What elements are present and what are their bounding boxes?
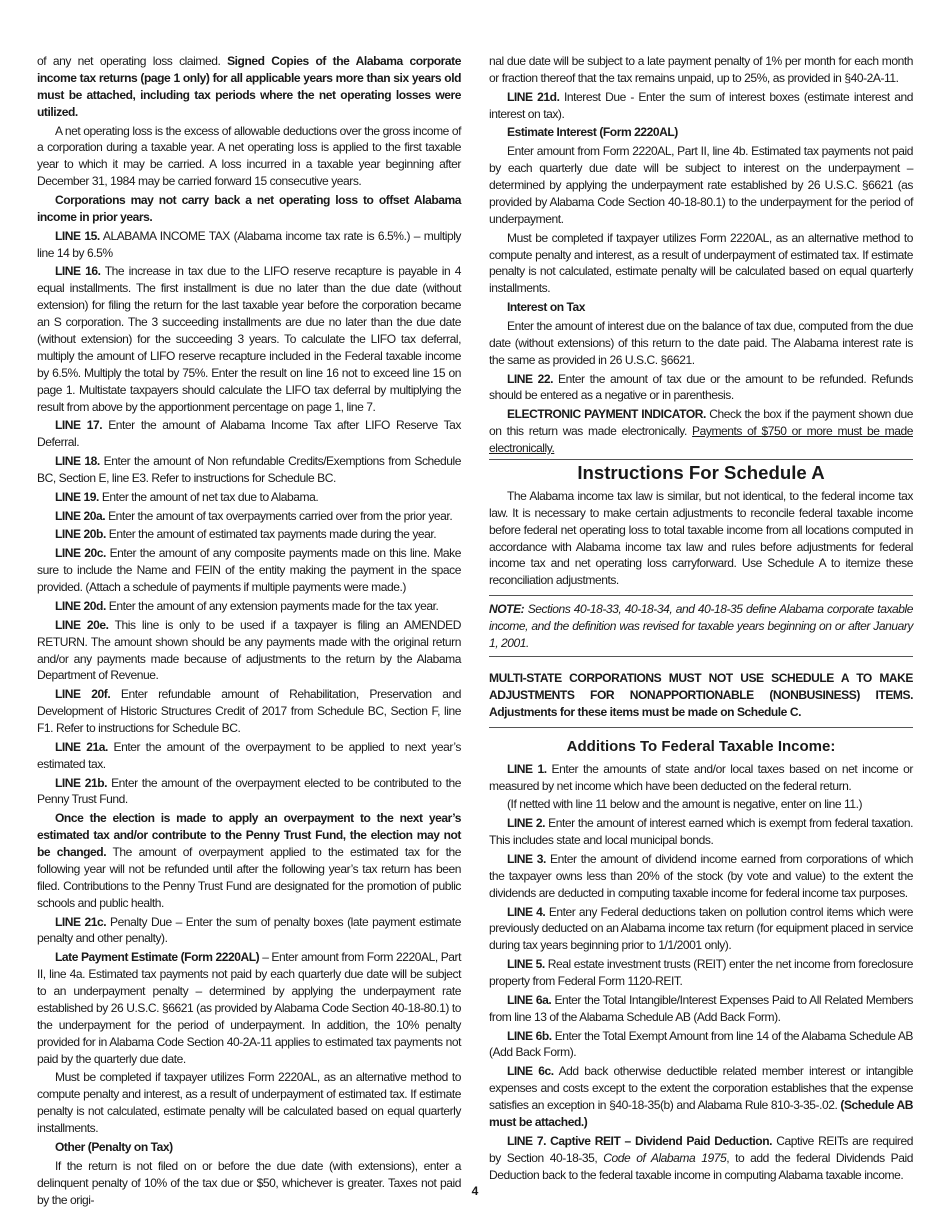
additions-line-6a-label: LINE 6a. bbox=[507, 992, 552, 1007]
epi-text: Check the box if the payment shown due on this return was made electronically. bbox=[489, 407, 913, 439]
epi-label: ELECTRONIC PAYMENT INDICATOR. bbox=[507, 407, 706, 422]
line-21d-text: Interest Due - Enter the sum of interest boxes (estimate interest and interest on tax). bbox=[489, 89, 913, 121]
line-20a bbox=[37, 508, 461, 525]
line-20e bbox=[37, 617, 461, 685]
additions-line-7-label: LINE 7. Captive REIT – Dividend Paid Deduction. bbox=[507, 1133, 773, 1148]
line-20a-text: Enter the amount of tax overpayments carried over from the prior year. bbox=[105, 508, 453, 523]
line-20f bbox=[37, 686, 461, 737]
additions-line-6c-bold: (Schedule AB must be attached.) bbox=[489, 1098, 913, 1129]
electronic-payment-indicator bbox=[489, 406, 913, 457]
must-complete-left: Must be completed if taxpayer utilizes Form 2220AL, as an alternative method to compute penalty and interest, as a result of underpayment of estimated tax. If estimate penalty is not calculated, estimate penalty will be calculated based on equal quarterly installments. bbox=[37, 1070, 461, 1136]
late-payment-text: – Enter amount from Form 2220AL, Part II, line 4a. Estimated tax payments not paid by each quarterly due date will be subject to an underpayment penalty – determined by applying the underpayment rate established by 26 U.S.C. §6621 (as provided by Alabama Code Section 40-18-80.1) to the underpayment for the period of underpayment. In addition, the 10% penalty provided for in Alabama Code Section 40-2A-11 applies to estimated tax payments not paid by the quarterly due date. bbox=[37, 950, 461, 1066]
additions-title: Additions To Federal Taxable Income: bbox=[566, 737, 836, 755]
additions-line-6b-label: LINE 6b. bbox=[507, 1028, 552, 1043]
other-penalty-heading: Other (Penalty on Tax) bbox=[55, 1140, 173, 1154]
additions-line-6a-text: Enter the Total Intangible/Interest Expenses Paid to All Related Members from line 13 of the Alabama Schedule AB (Add Back Form). bbox=[489, 992, 913, 1024]
estimate-interest-text: Enter amount from Form 2220AL, Part II, line 4b. Estimated tax payments not paid by each quarterly due date will be subject to interest on the underpayment – determined by applying the underpayment rate established by 26 U.S.C. §6621 (as provided by Alabama Code Section 40-18-80.1) to the underpayment for the period of underpayment. bbox=[489, 144, 913, 226]
line-20d bbox=[37, 598, 461, 615]
nol-bold-text: Signed Copies of the Alabama corporate income tax returns (page 1 only) for all applicable years more than six years old must be attached, including tax periods where the net operating losses were utilized. bbox=[37, 54, 461, 119]
estimate-interest-heading: Estimate Interest (Form 2220AL) bbox=[507, 125, 678, 140]
epi-underline-text: Payments of $750 or more must be made electronically. bbox=[489, 424, 913, 456]
line-20c-text: Enter the amount of any composite payments made on this line. Make sure to include the Name and FEIN of the entity making the payment in the space provided. (Attach a schedule of payments if multiple payments were made.) bbox=[37, 546, 462, 595]
line-21a bbox=[37, 739, 461, 773]
nol-definition: A net operating loss is the excess of allowable deductions over the gross income of a corporation during a taxable year. A net operating loss is applied to the first taxable year to which it may be carried. A loss incurred in a taxable year beginning after December 31, 1984 may be carried forward 15 consecutive years. bbox=[37, 123, 461, 189]
line-21b bbox=[37, 775, 461, 809]
line-21c-text: Penalty Due – Enter the sum of penalty boxes (late payment estimate penalty and other penalty). bbox=[37, 914, 461, 946]
note-label: NOTE: bbox=[489, 602, 525, 617]
line-20e-label: LINE 20e. bbox=[55, 617, 109, 632]
line-18 bbox=[37, 453, 461, 487]
additions-line-2-text: Enter the amount of interest earned which is exempt from federal taxation. This includes state and local municipal bonds. bbox=[489, 816, 913, 848]
additions-line-1-note: (If netted with line 11 below and the amount is negative, enter on line 11.) bbox=[507, 797, 863, 812]
line-21c bbox=[37, 914, 461, 948]
multistate-warning: MULTI-STATE CORPORATIONS MUST NOT USE SCHEDULE A TO MAKE ADJUSTMENTS FOR NONAPPORTIONABLE (NONBUSINESS) ITEMS. Adjustments for these items must be made on Schedule C. bbox=[489, 665, 913, 728]
line-19 bbox=[37, 489, 461, 506]
line-20c-label: LINE 20c. bbox=[55, 546, 106, 561]
additions-line-7-code-ref: Code of Alabama 1975 bbox=[603, 1150, 727, 1165]
line-15-label: LINE 15. bbox=[55, 228, 100, 243]
must-complete-right: Must be completed if taxpayer utilizes Form 2220AL, as an alternative method to compute penalty and interest, as a result of underpayment of estimated tax. If estimate penalty is not calculated, estimate penalty will be calculated based on equal quarterly installments. bbox=[489, 230, 913, 296]
additions-line-1-text: Enter the amounts of state and/or local taxes based on net income or measured by net income which have been deducted on the federal return. bbox=[489, 761, 913, 793]
additions-line-3 bbox=[489, 851, 913, 902]
line-21a-text: Enter the amount of the overpayment to be applied to next year’s estimated tax. bbox=[37, 739, 461, 771]
left-column bbox=[37, 53, 461, 1210]
line-20f-label: LINE 20f. bbox=[55, 687, 111, 702]
line-22-text: Enter the amount of tax due or the amount to be refunded. Refunds should be entered as a negative or in parenthesis. bbox=[489, 371, 913, 403]
interest-on-tax-text: Enter the amount of interest due on the balance of tax due, computed from the due date (without extensions) of this return to the date paid. The Alabama interest rate is the same as provided in 26 U.S.C. §6621. bbox=[489, 318, 913, 367]
election-text: The amount of overpayment applied to the estimated tax for the following year will not be refunded until after the following year’s tax return has been filed. Contributions to the Penny Trust Fund are designated for the promotion of public schools and public health. bbox=[37, 845, 461, 910]
line-22 bbox=[489, 371, 913, 405]
interest-on-tax-heading: Interest on Tax bbox=[507, 300, 586, 315]
additions-line-1 bbox=[489, 761, 913, 795]
line-20d-label: LINE 20d. bbox=[55, 598, 106, 613]
election-bold-text: Once the election is made to apply an overpayment to the next year’s estimated tax and/or contribute to the Penny Trust Fund, the election may not be changed. bbox=[37, 811, 461, 860]
additions-line-4 bbox=[489, 904, 913, 955]
other-penalty-text: If the return is not filed on or before the due date (with extensions), enter a delinquent penalty of 10% of the tax due or $50, whichever is greater. Taxes not paid by the origi- bbox=[37, 1158, 461, 1207]
additions-line-2 bbox=[489, 815, 913, 849]
line-20d-text: Enter the amount of any extension payments made for the tax year. bbox=[105, 598, 439, 613]
line-21a-label: LINE 21a. bbox=[55, 739, 108, 754]
additions-line-6a bbox=[489, 992, 913, 1026]
additions-line-6c-text: Add back otherwise deductible related member interest or intangible expenses and costs except to the extent the corporation establishes that the expense satisfies an exception in §40-18-35(b) and Alabama Rule 810-3-35-.02. bbox=[489, 1064, 913, 1113]
line-19-label: LINE 19. bbox=[55, 489, 99, 504]
page-number: 4 bbox=[471, 1184, 479, 1198]
line-20b-label: LINE 20b. bbox=[55, 527, 106, 542]
line-20a-label: LINE 20a. bbox=[55, 508, 106, 523]
additions-line-4-label: LINE 4. bbox=[507, 904, 546, 919]
nol-text: of any net operating loss claimed. bbox=[37, 54, 228, 68]
line-15 bbox=[37, 228, 461, 262]
additions-line-2-label: LINE 2. bbox=[507, 816, 545, 831]
line-17-text: Enter the amount of Alabama Income Tax after LIFO Reserve Tax Deferral. bbox=[37, 418, 462, 450]
line-16 bbox=[37, 263, 461, 415]
election-paragraph bbox=[37, 810, 461, 911]
line-22-label: LINE 22. bbox=[507, 371, 554, 386]
nol-carryback-note: Corporations may not carry back a net operating loss to offset Alabama income in prior years. bbox=[37, 193, 461, 224]
line-19-text: Enter the amount of net tax due to Alabama. bbox=[98, 489, 319, 504]
line-21b-label: LINE 21b. bbox=[55, 775, 108, 790]
line-16-text: The increase in tax due to the LIFO reserve recapture is payable in 4 equal installments. The first installment is due no later than the due date (without extension) for filing the return for the last taxable year before the corporation became an S corporation. The 3 succeeding installments are due no later than the due date (without extension) for the succeeding 3 years. To calculate the LIFO tax deferral, multiply the amount of LIFO reserve recapture included in the Federal taxable income by 6.5%. Multiply the total by 75%. Enter the result on line 16 not to exceed line 15 on page 1. Multistate taxpayers should calculate the LIFO tax deferral by multiplying the result from above by the apportionment percentage on page 1, line 7. bbox=[37, 264, 461, 414]
schedule-a-intro: The Alabama income tax law is similar, but not identical, to the federal income tax law. It is necessary to make certain adjustments to reconcile federal taxable income before federal net operating loss to total taxable income from all locations computed in accordance with Alabama income tax law and rules before adjustments for federal income tax and net operating loss carryforward. Use Schedule A to itemize these reconciliation adjustments. bbox=[489, 488, 913, 588]
schedule-a-title: Instructions For Schedule A bbox=[489, 459, 913, 484]
note-text: Sections 40-18-33, 40-18-34, and 40-18-35 define Alabama corporate taxable income, and the definition was revised for taxable years beginning on or after January 1, 2001. bbox=[489, 602, 913, 651]
late-payment-continuation: nal due date will be subject to a late payment penalty of 1% per month for each month or fraction thereof that the tax remains unpaid, up to 25%, as provided in §40-2A-11. bbox=[489, 54, 913, 85]
additions-line-5 bbox=[489, 956, 913, 990]
line-21d bbox=[489, 89, 913, 123]
line-21d-label: LINE 21d. bbox=[507, 89, 560, 104]
additions-line-5-text: Real estate investment trusts (REIT) enter the net income from foreclosure property from Federal Form 1120-REIT. bbox=[489, 957, 914, 989]
line-20e-text: This line is only to be used if a taxpayer is filing an AMENDED RETURN. The amount shown should be any payments made with the original return and/or any payments made because of adjustments to the return by the Alabama Department of Revenue. bbox=[37, 617, 462, 683]
additions-line-5-label: LINE 5. bbox=[507, 957, 545, 972]
additions-line-6b-text: Enter the Total Exempt Amount from line 14 of the Alabama Schedule AB (Add Back Form). bbox=[489, 1028, 914, 1060]
note-box bbox=[489, 595, 913, 657]
additions-line-6c bbox=[489, 1063, 913, 1131]
line-20c bbox=[37, 545, 461, 596]
nol-paragraph bbox=[37, 53, 461, 121]
line-18-text: Enter the amount of Non refundable Credits/Exemptions from Schedule BC, Section E, line E3. Refer to instructions for Schedule BC. bbox=[37, 454, 462, 486]
additions-line-4-text: Enter any Federal deductions taken on pollution control items which were previously deducted on an Alabama income tax return (for equipment placed in service during tax years beginning prior to 1/1/2001 only). bbox=[489, 904, 913, 953]
additions-line-1-label: LINE 1. bbox=[507, 761, 547, 776]
line-21c-label: LINE 21c. bbox=[55, 914, 107, 929]
line-15-text: ALABAMA INCOME TAX (Alabama income tax rate is 6.5%.) – multiply line 14 by 6.5% bbox=[37, 228, 461, 260]
line-17 bbox=[37, 417, 461, 451]
line-16-label: LINE 16. bbox=[55, 264, 101, 279]
line-18-label: LINE 18. bbox=[55, 454, 100, 469]
right-column bbox=[489, 53, 913, 1185]
additions-line-6c-label: LINE 6c. bbox=[507, 1064, 554, 1079]
line-17-label: LINE 17. bbox=[55, 418, 103, 433]
additions-line-7 bbox=[489, 1133, 913, 1184]
line-20f-text: Enter refundable amount of Rehabilitation, Preservation and Development of Historic Structures Credit of 2017 from Schedule BC, Section F, line F1. Refer to instructions for Schedule BC. bbox=[37, 687, 462, 736]
line-20b-text: Enter the amount of estimated tax payments made during the year. bbox=[105, 527, 437, 542]
additions-line-7-text-end: , to add the federal Dividends Paid Deduction back to the federal taxable income in computing Alabama taxable income. bbox=[489, 1150, 913, 1182]
late-payment-estimate bbox=[37, 949, 461, 1067]
additions-line-3-text: Enter the amount of dividend income earned from corporations of which the taxpayer owns less than 20% of the stock (by vote and value) to the extent the dividends are deducted in computing taxable income for federal income tax purposes. bbox=[489, 851, 913, 900]
additions-line-7-text: Captive REITs are required by Section 40-18-35, bbox=[489, 1133, 913, 1165]
late-payment-label: Late Payment Estimate (Form 2220AL) bbox=[55, 950, 260, 965]
additions-line-3-label: LINE 3. bbox=[507, 851, 546, 866]
line-21b-text: Enter the amount of the overpayment elected to be contributed to the Penny Trust Fund. bbox=[37, 775, 461, 807]
line-20b bbox=[37, 526, 461, 543]
additions-line-6b bbox=[489, 1028, 913, 1062]
